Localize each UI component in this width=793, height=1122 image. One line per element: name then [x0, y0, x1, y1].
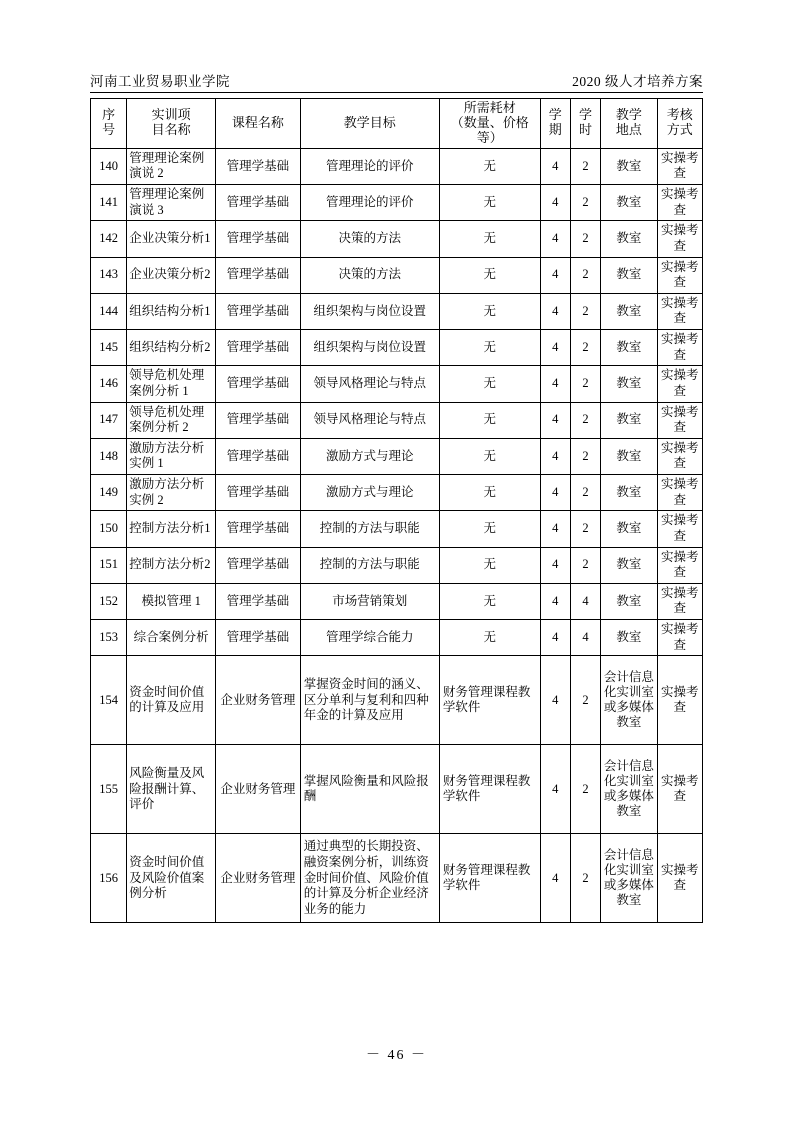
cell-number: 145 — [91, 330, 127, 366]
cell-place: 教室 — [601, 438, 657, 474]
header-institution: 河南工业贸易职业学院 — [90, 74, 230, 89]
column-header-place — [601, 99, 657, 149]
cell-course: 管理学基础 — [216, 438, 301, 474]
table-row — [91, 438, 703, 474]
cell-assess: 实操考查 — [657, 366, 702, 402]
cell-place: 教室 — [601, 330, 657, 366]
table-row — [91, 402, 703, 438]
cell-place: 教室 — [601, 366, 657, 402]
cell-goal: 控制的方法与职能 — [300, 547, 439, 583]
cell-course: 管理学基础 — [216, 257, 301, 293]
cell-material: 无 — [439, 475, 540, 511]
cell-hours: 4 — [570, 620, 600, 656]
cell-assess: 实操考查 — [657, 221, 702, 257]
cell-assess: 实操考查 — [657, 438, 702, 474]
cell-hours: 2 — [570, 656, 600, 745]
cell-number: 148 — [91, 438, 127, 474]
cell-number: 150 — [91, 511, 127, 547]
cell-term: 4 — [540, 745, 570, 834]
cell-assess: 实操考查 — [657, 620, 702, 656]
cell-goal: 组织架构与岗位设置 — [300, 330, 439, 366]
cell-goal: 管理理论的评价 — [300, 185, 439, 221]
cell-place: 教室 — [601, 511, 657, 547]
training-projects-table — [90, 98, 703, 923]
column-header-hours — [570, 99, 600, 149]
cell-goal: 通过典型的长期投资、融资案例分析，训练资金时间价值、风险价值的计算及分析企业经济业务的能力 — [300, 834, 439, 923]
cell-term: 4 — [540, 330, 570, 366]
cell-goal: 决策的方法 — [300, 257, 439, 293]
table-row — [91, 185, 703, 221]
column-header-hours-line2: 时 — [578, 122, 592, 138]
cell-term: 4 — [540, 438, 570, 474]
cell-assess: 实操考查 — [657, 511, 702, 547]
cell-number: 140 — [91, 148, 127, 184]
cell-hours: 2 — [570, 257, 600, 293]
cell-material: 无 — [439, 257, 540, 293]
cell-material: 无 — [439, 511, 540, 547]
cell-assess: 实操考查 — [657, 745, 702, 834]
table-row — [91, 620, 703, 656]
cell-term: 4 — [540, 475, 570, 511]
cell-number: 153 — [91, 620, 127, 656]
cell-project: 管理理论案例演说 3 — [127, 185, 216, 221]
column-header-assess-line1: 考核 — [666, 107, 693, 123]
cell-place: 教室 — [601, 475, 657, 511]
cell-place: 教室 — [601, 257, 657, 293]
cell-project: 组织结构分析1 — [127, 293, 216, 329]
cell-number: 142 — [91, 221, 127, 257]
cell-place: 教室 — [601, 293, 657, 329]
cell-project: 控制方法分析2 — [127, 547, 216, 583]
cell-course: 管理学基础 — [216, 475, 301, 511]
cell-assess: 实操考查 — [657, 185, 702, 221]
cell-term: 4 — [540, 366, 570, 402]
cell-hours: 2 — [570, 293, 600, 329]
cell-place: 会计信息化实训室或多媒体教室 — [601, 656, 657, 745]
cell-hours: 2 — [570, 745, 600, 834]
cell-number: 149 — [91, 475, 127, 511]
column-header-project-line2: 目名称 — [151, 122, 191, 138]
cell-course: 管理学基础 — [216, 547, 301, 583]
cell-hours: 2 — [570, 475, 600, 511]
table-row — [91, 221, 703, 257]
cell-term: 4 — [540, 511, 570, 547]
cell-term: 4 — [540, 221, 570, 257]
cell-term: 4 — [540, 620, 570, 656]
cell-hours: 2 — [570, 834, 600, 923]
cell-term: 4 — [540, 185, 570, 221]
cell-term: 4 — [540, 402, 570, 438]
cell-place: 教室 — [601, 402, 657, 438]
cell-assess: 实操考查 — [657, 656, 702, 745]
page-footer: － 46 － — [366, 1048, 427, 1063]
column-header-term-line1: 学 — [548, 107, 562, 123]
cell-hours: 2 — [570, 402, 600, 438]
column-header-assess-line2: 方式 — [666, 122, 693, 138]
cell-hours: 2 — [570, 547, 600, 583]
cell-material: 无 — [439, 402, 540, 438]
column-header-term — [540, 99, 570, 149]
table-row — [91, 834, 703, 923]
cell-project: 模拟管理 1 — [127, 583, 216, 619]
cell-project: 激励方法分析实例 2 — [127, 475, 216, 511]
cell-project: 综合案例分析 — [127, 620, 216, 656]
cell-material: 无 — [439, 366, 540, 402]
cell-hours: 2 — [570, 366, 600, 402]
cell-assess: 实操考查 — [657, 148, 702, 184]
cell-number: 141 — [91, 185, 127, 221]
cell-course: 管理学基础 — [216, 185, 301, 221]
table-row — [91, 475, 703, 511]
cell-goal: 激励方式与理论 — [300, 438, 439, 474]
cell-material: 无 — [439, 185, 540, 221]
cell-number: 147 — [91, 402, 127, 438]
cell-term: 4 — [540, 656, 570, 745]
cell-term: 4 — [540, 547, 570, 583]
cell-place: 教室 — [601, 185, 657, 221]
column-header-material-line2: （数量、价格等） — [450, 114, 529, 145]
header-document-title: 2020 级人才培养方案 — [572, 74, 703, 89]
cell-project: 企业决策分析1 — [127, 221, 216, 257]
cell-number: 156 — [91, 834, 127, 923]
cell-course: 管理学基础 — [216, 583, 301, 619]
cell-course: 管理学基础 — [216, 293, 301, 329]
cell-place: 会计信息化实训室或多媒体教室 — [601, 745, 657, 834]
column-header-material — [439, 99, 540, 149]
column-header-place-line1: 教学 — [615, 107, 642, 123]
cell-goal: 管理学综合能力 — [300, 620, 439, 656]
cell-course: 管理学基础 — [216, 402, 301, 438]
cell-place: 教室 — [601, 221, 657, 257]
cell-assess: 实操考查 — [657, 293, 702, 329]
column-header-number-line1: 序 — [102, 107, 116, 123]
table-header-row — [91, 99, 703, 149]
cell-term: 4 — [540, 257, 570, 293]
cell-assess: 实操考查 — [657, 402, 702, 438]
cell-hours: 2 — [570, 185, 600, 221]
cell-project: 激励方法分析实例 1 — [127, 438, 216, 474]
cell-assess: 实操考查 — [657, 330, 702, 366]
cell-hours: 2 — [570, 221, 600, 257]
table-row — [91, 293, 703, 329]
cell-project: 风险衡量及风险报酬计算、评价 — [127, 745, 216, 834]
cell-course: 管理学基础 — [216, 366, 301, 402]
table-row — [91, 583, 703, 619]
cell-place: 教室 — [601, 583, 657, 619]
cell-course: 企业财务管理 — [216, 834, 301, 923]
page-header — [90, 70, 703, 90]
cell-project: 资金时间价值及风险价值案例分析 — [127, 834, 216, 923]
table-row — [91, 745, 703, 834]
cell-assess: 实操考查 — [657, 257, 702, 293]
cell-assess: 实操考查 — [657, 834, 702, 923]
table-row — [91, 148, 703, 184]
cell-course: 管理学基础 — [216, 148, 301, 184]
cell-number: 154 — [91, 656, 127, 745]
table-row — [91, 511, 703, 547]
cell-material: 无 — [439, 148, 540, 184]
cell-material: 财务管理课程教学软件 — [439, 745, 540, 834]
column-header-place-line2: 地点 — [615, 122, 642, 138]
table-row — [91, 656, 703, 745]
cell-hours: 2 — [570, 511, 600, 547]
cell-goal: 领导风格理论与特点 — [300, 402, 439, 438]
cell-project: 领导危机处理案例分析 2 — [127, 402, 216, 438]
cell-number: 155 — [91, 745, 127, 834]
cell-course: 管理学基础 — [216, 221, 301, 257]
cell-material: 无 — [439, 221, 540, 257]
cell-material: 财务管理课程教学软件 — [439, 656, 540, 745]
cell-material: 无 — [439, 438, 540, 474]
column-header-assess — [657, 99, 702, 149]
column-header-hours-line1: 学 — [578, 107, 592, 123]
cell-number: 151 — [91, 547, 127, 583]
cell-term: 4 — [540, 148, 570, 184]
cell-project: 领导危机处理案例分析 1 — [127, 366, 216, 402]
table-row — [91, 330, 703, 366]
cell-place: 教室 — [601, 620, 657, 656]
cell-assess: 实操考查 — [657, 583, 702, 619]
cell-hours: 4 — [570, 583, 600, 619]
cell-term: 4 — [540, 583, 570, 619]
column-header-number — [91, 99, 127, 149]
column-header-project-line1: 实训项 — [151, 107, 191, 123]
cell-project: 组织结构分析2 — [127, 330, 216, 366]
cell-project: 资金时间价值的计算及应用 — [127, 656, 216, 745]
cell-course: 管理学基础 — [216, 620, 301, 656]
cell-goal: 市场营销策划 — [300, 583, 439, 619]
cell-course: 管理学基础 — [216, 511, 301, 547]
cell-term: 4 — [540, 293, 570, 329]
cell-material: 无 — [439, 583, 540, 619]
cell-project: 控制方法分析1 — [127, 511, 216, 547]
table-row — [91, 366, 703, 402]
header-divider — [90, 92, 703, 93]
table-row — [91, 257, 703, 293]
cell-goal: 领导风格理论与特点 — [300, 366, 439, 402]
cell-project: 企业决策分析2 — [127, 257, 216, 293]
table-row — [91, 547, 703, 583]
cell-course: 管理学基础 — [216, 330, 301, 366]
cell-place: 教室 — [601, 148, 657, 184]
cell-number: 146 — [91, 366, 127, 402]
cell-number: 143 — [91, 257, 127, 293]
column-header-number-line2: 号 — [102, 122, 116, 138]
cell-term: 4 — [540, 834, 570, 923]
cell-material: 财务管理课程教学软件 — [439, 834, 540, 923]
cell-goal: 组织架构与岗位设置 — [300, 293, 439, 329]
cell-project: 管理理论案例演说 2 — [127, 148, 216, 184]
cell-goal: 掌握资金时间的涵义、区分单利与复利和四种年金的计算及应用 — [300, 656, 439, 745]
column-header-project — [127, 99, 216, 149]
cell-course: 企业财务管理 — [216, 656, 301, 745]
cell-hours: 2 — [570, 438, 600, 474]
cell-course: 企业财务管理 — [216, 745, 301, 834]
cell-goal: 管理理论的评价 — [300, 148, 439, 184]
cell-material: 无 — [439, 293, 540, 329]
cell-place: 会计信息化实训室或多媒体教室 — [601, 834, 657, 923]
cell-material: 无 — [439, 547, 540, 583]
cell-hours: 2 — [570, 330, 600, 366]
cell-goal: 决策的方法 — [300, 221, 439, 257]
cell-assess: 实操考查 — [657, 547, 702, 583]
column-header-material-line1: 所需耗材 — [463, 100, 516, 115]
cell-material: 无 — [439, 620, 540, 656]
cell-goal: 掌握风险衡量和风险报酬 — [300, 745, 439, 834]
cell-material: 无 — [439, 330, 540, 366]
column-header-course: 课程名称 — [216, 99, 301, 149]
cell-place: 教室 — [601, 547, 657, 583]
cell-number: 144 — [91, 293, 127, 329]
cell-goal: 控制的方法与职能 — [300, 511, 439, 547]
cell-assess: 实操考查 — [657, 475, 702, 511]
cell-number: 152 — [91, 583, 127, 619]
column-header-goal: 教学目标 — [300, 99, 439, 149]
table-body — [91, 148, 703, 923]
column-header-term-line2: 期 — [548, 122, 562, 138]
cell-hours: 2 — [570, 148, 600, 184]
cell-goal: 激励方式与理论 — [300, 475, 439, 511]
